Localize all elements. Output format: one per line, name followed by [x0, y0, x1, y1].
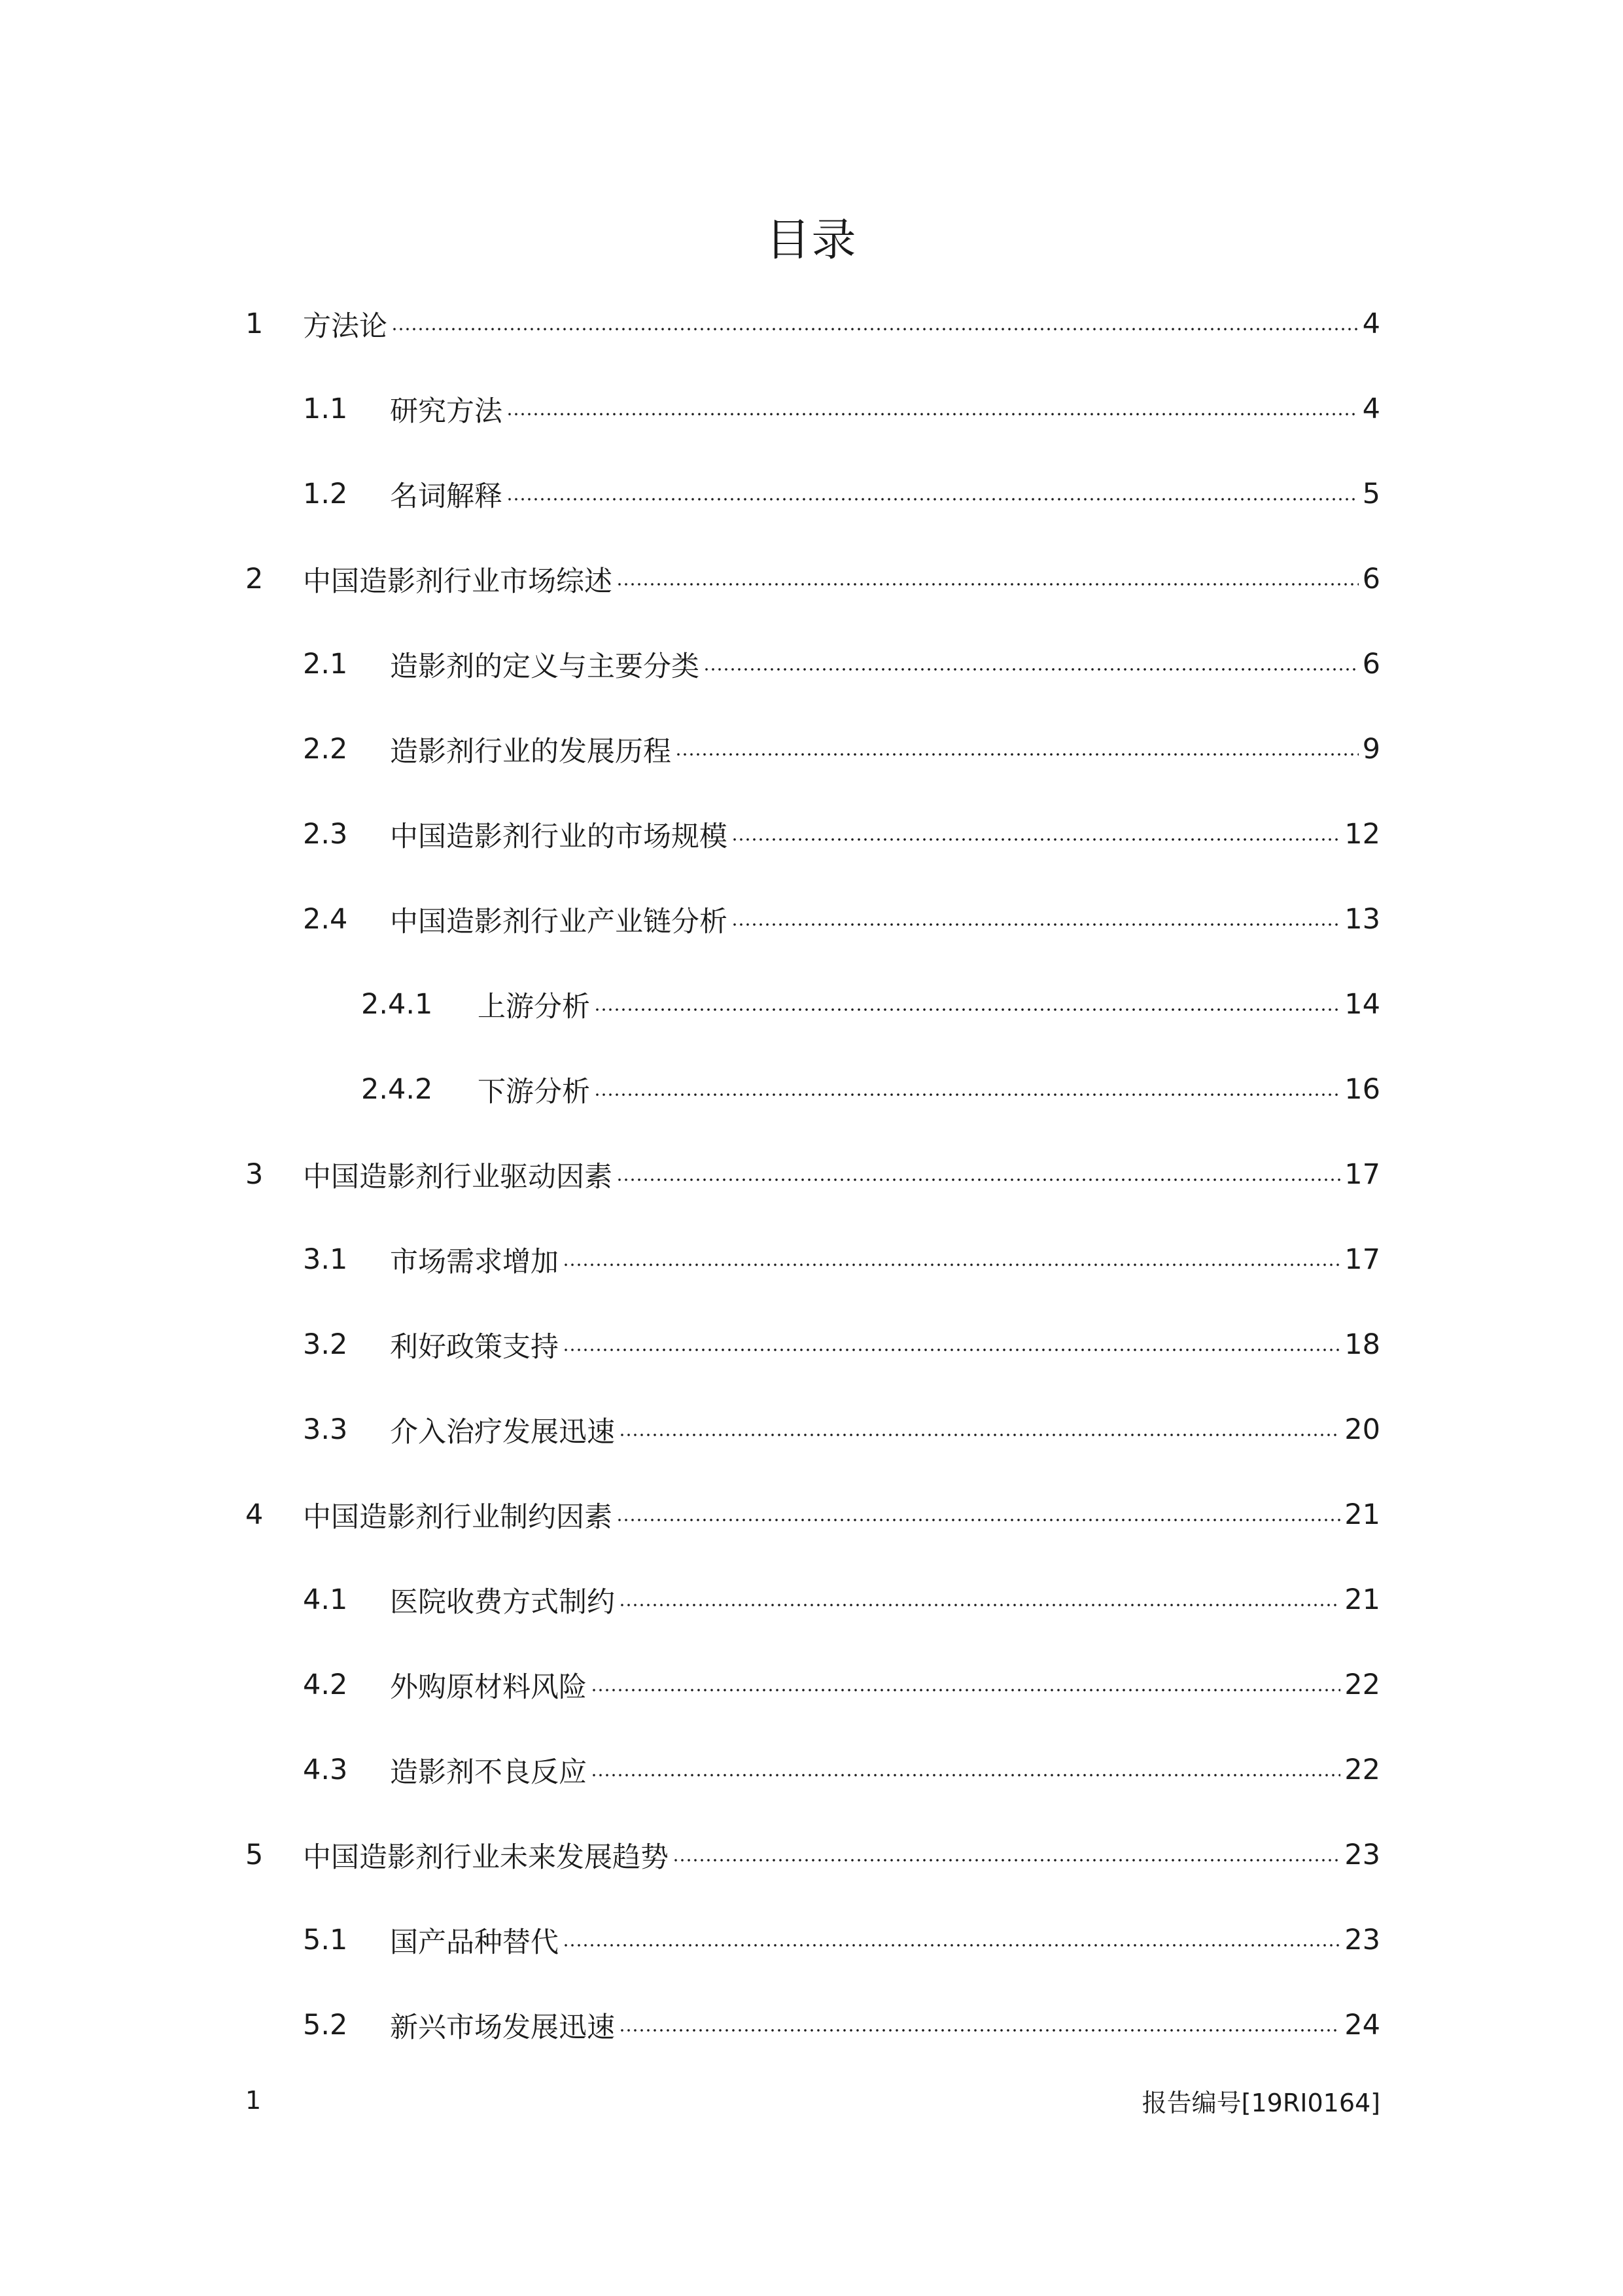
toc-entry-label: 中国造影剂行业市场综述 — [303, 565, 612, 598]
toc-entry-number: 3 — [245, 1158, 264, 1191]
toc-dot-leader — [506, 498, 1359, 501]
toc-entry-label: 市场需求增加 — [390, 1245, 559, 1279]
toc-entry[interactable] — [245, 962, 1380, 1047]
toc-entry-page: 20 — [1344, 1413, 1380, 1446]
toc-entry-page: 14 — [1344, 988, 1380, 1021]
toc-entry-label: 医院收费方式制约 — [390, 1585, 615, 1619]
toc-entry[interactable] — [245, 1727, 1380, 1812]
toc-entry[interactable] — [245, 1047, 1380, 1132]
toc-entry-number: 5.1 — [303, 1924, 348, 1956]
toc-entry-page: 21 — [1344, 1583, 1380, 1616]
toc-entry-page: 23 — [1344, 1839, 1380, 1871]
toc-entry[interactable] — [245, 792, 1380, 877]
toc-entry-label: 上游分析 — [478, 990, 590, 1023]
toc-dot-leader — [594, 1093, 1340, 1096]
toc-entry-page: 12 — [1344, 818, 1380, 851]
toc-entry[interactable] — [245, 1812, 1380, 1898]
toc-entry-number: 5.2 — [303, 2009, 348, 2041]
toc-entry-label: 研究方法 — [390, 395, 502, 428]
toc-entry[interactable] — [245, 281, 1380, 366]
toc-dot-leader — [672, 1859, 1340, 1862]
toc-entry-number: 4 — [245, 1498, 264, 1531]
toc-entry-page: 16 — [1344, 1073, 1380, 1106]
toc-entry-page: 21 — [1344, 1498, 1380, 1531]
toc-entry[interactable] — [245, 1132, 1380, 1217]
toc-entry-label: 新兴市场发展迅速 — [390, 2011, 615, 2044]
footer-report-id: 报告编号[19RI0164] — [1142, 2088, 1380, 2117]
toc-entry[interactable] — [245, 1983, 1380, 2068]
toc-dot-leader — [591, 1774, 1340, 1776]
toc-entry-label: 名词解释 — [390, 480, 502, 513]
page-footer — [245, 2081, 1380, 2120]
toc-dot-leader — [675, 753, 1359, 756]
toc-dot-leader — [619, 1434, 1340, 1436]
toc-dot-leader — [391, 328, 1359, 330]
toc-dot-leader — [563, 1349, 1340, 1351]
toc-entry[interactable] — [245, 366, 1380, 451]
toc-entry-number: 2.2 — [303, 733, 348, 766]
toc-entry-page: 5 — [1362, 478, 1380, 510]
table-of-contents — [245, 281, 1380, 2068]
toc-entry-number: 1 — [245, 308, 264, 340]
toc-entry-page: 23 — [1344, 1924, 1380, 1956]
toc-entry-page: 18 — [1344, 1328, 1380, 1361]
toc-entry-label: 中国造影剂行业产业链分析 — [390, 905, 727, 938]
toc-entry-label: 中国造影剂行业未来发展趋势 — [303, 1841, 669, 1874]
toc-entry-number: 2.4 — [303, 903, 348, 936]
toc-dot-leader — [594, 1008, 1340, 1011]
toc-entry-number: 1.2 — [303, 478, 348, 510]
toc-entry-number: 4.3 — [303, 1754, 348, 1786]
toc-dot-leader — [731, 838, 1340, 841]
toc-entry-number: 4.2 — [303, 1669, 348, 1701]
toc-entry-label: 介入治疗发展迅速 — [390, 1415, 615, 1449]
toc-entry[interactable] — [245, 1642, 1380, 1727]
toc-entry-number: 3.3 — [303, 1413, 348, 1446]
toc-entry-page: 22 — [1344, 1754, 1380, 1786]
toc-dot-leader — [616, 1519, 1340, 1521]
toc-entry-label: 中国造影剂行业驱动因素 — [303, 1160, 612, 1193]
toc-entry[interactable] — [245, 1302, 1380, 1387]
toc-dot-leader — [616, 583, 1359, 586]
toc-entry[interactable] — [245, 1472, 1380, 1557]
toc-entry-number: 2.3 — [303, 818, 348, 851]
toc-entry[interactable] — [245, 1387, 1380, 1472]
toc-dot-leader — [619, 1604, 1340, 1606]
toc-entry-number: 3.1 — [303, 1243, 348, 1276]
toc-entry-page: 13 — [1344, 903, 1380, 936]
toc-entry-label: 造影剂不良反应 — [390, 1756, 587, 1789]
toc-entry-label: 下游分析 — [478, 1075, 590, 1108]
toc-entry-number: 2.4.2 — [361, 1073, 433, 1106]
toc-entry-page: 6 — [1362, 563, 1380, 595]
toc-dot-leader — [703, 668, 1359, 671]
toc-entry-page: 4 — [1362, 393, 1380, 425]
toc-entry-page: 22 — [1344, 1669, 1380, 1701]
toc-dot-leader — [731, 923, 1340, 926]
toc-dot-leader — [616, 1178, 1340, 1181]
toc-dot-leader — [563, 1263, 1340, 1266]
toc-entry-label: 中国造影剂行业的市场规模 — [390, 820, 727, 853]
toc-entry-number: 2.4.1 — [361, 988, 433, 1021]
toc-entry-page: 17 — [1344, 1158, 1380, 1191]
toc-entry[interactable] — [245, 1557, 1380, 1642]
toc-entry[interactable] — [245, 1217, 1380, 1302]
toc-dot-leader — [506, 413, 1359, 415]
toc-entry-page: 17 — [1344, 1243, 1380, 1276]
toc-entry[interactable] — [245, 451, 1380, 537]
toc-entry-label: 造影剂行业的发展历程 — [390, 735, 671, 768]
toc-entry[interactable] — [245, 877, 1380, 962]
toc-entry-number: 2 — [245, 563, 264, 595]
toc-entry-label: 外购原材料风险 — [390, 1670, 587, 1704]
toc-entry-label: 国产品种替代 — [390, 1926, 559, 1959]
toc-entry-number: 2.1 — [303, 648, 348, 680]
toc-entry-label: 方法论 — [303, 309, 387, 343]
toc-entry-number: 3.2 — [303, 1328, 348, 1361]
toc-dot-leader — [563, 1944, 1340, 1947]
toc-entry-number: 4.1 — [303, 1583, 348, 1616]
toc-entry-page: 6 — [1362, 648, 1380, 680]
toc-entry[interactable] — [245, 707, 1380, 792]
toc-entry[interactable] — [245, 1898, 1380, 1983]
toc-entry-page: 9 — [1362, 733, 1380, 766]
footer-page-number: 1 — [245, 2086, 262, 2115]
toc-entry-label: 造影剂的定义与主要分类 — [390, 650, 699, 683]
toc-entry-label: 中国造影剂行业制约因素 — [303, 1500, 612, 1534]
toc-entry-number: 5 — [245, 1839, 264, 1871]
toc-entry-page: 24 — [1344, 2009, 1380, 2041]
toc-entry-number: 1.1 — [303, 393, 348, 425]
toc-entry[interactable] — [245, 537, 1380, 622]
toc-entry[interactable] — [245, 622, 1380, 707]
toc-entry-label: 利好政策支持 — [390, 1330, 559, 1364]
page-title: 目录 — [765, 215, 858, 266]
toc-entry-page: 4 — [1362, 308, 1380, 340]
toc-dot-leader — [591, 1689, 1340, 1691]
toc-dot-leader — [619, 2029, 1340, 2032]
